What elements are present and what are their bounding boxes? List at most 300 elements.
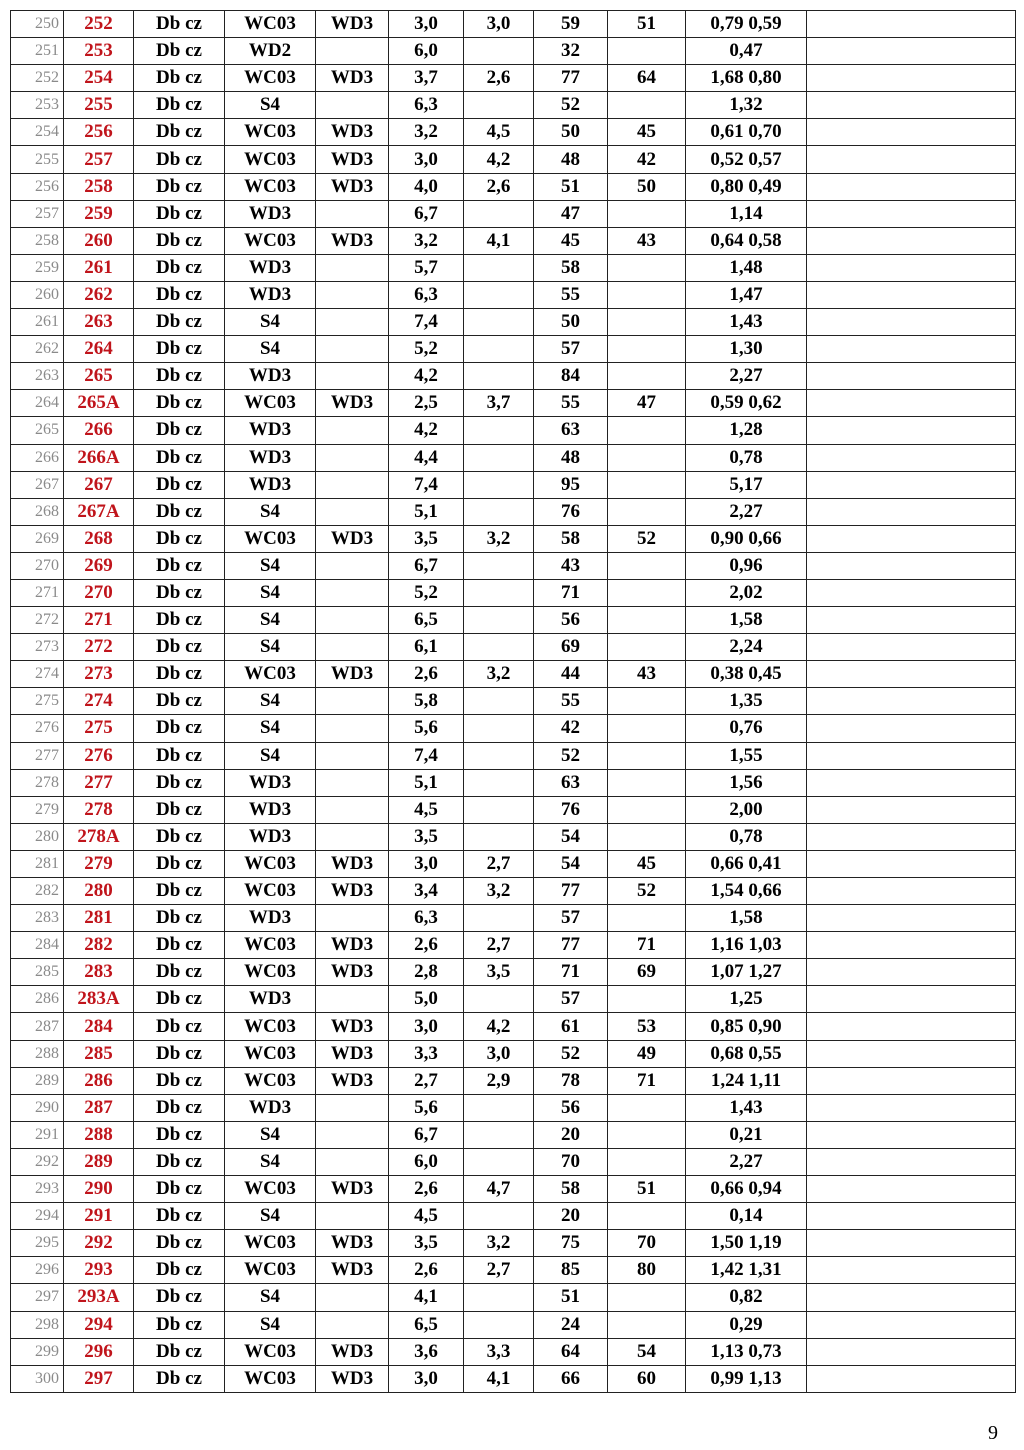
volume-cell: 1,13 0,73: [686, 1338, 807, 1365]
row-index-cell: 300: [11, 1365, 64, 1392]
code-secondary-cell: WD3: [316, 1176, 389, 1203]
volume-cell: 1,07 1,27: [686, 959, 807, 986]
value-c-cell: 55: [534, 390, 608, 417]
table-row: [11, 661, 1016, 688]
value-a-cell: 4,2: [389, 417, 464, 444]
value-c-cell: 20: [534, 1121, 608, 1148]
value-b-cell: [464, 1121, 534, 1148]
tree-number-cell: 270: [64, 579, 134, 606]
value-d-cell: [608, 200, 686, 227]
value-a-cell: 6,3: [389, 92, 464, 119]
table-row: [11, 525, 1016, 552]
species-cell: Db cz: [134, 1230, 225, 1257]
value-b-cell: [464, 254, 534, 281]
species-cell: Db cz: [134, 796, 225, 823]
value-b-cell: [464, 769, 534, 796]
table-row: [11, 1311, 1016, 1338]
species-cell: Db cz: [134, 1013, 225, 1040]
species-cell: Db cz: [134, 1284, 225, 1311]
species-cell: Db cz: [134, 552, 225, 579]
notes-cell: [807, 986, 1016, 1013]
row-index-cell: 279: [11, 796, 64, 823]
row-index-cell: 258: [11, 227, 64, 254]
table-row: [11, 1284, 1016, 1311]
code-primary-cell: WC03: [225, 1257, 316, 1284]
code-secondary-cell: [316, 634, 389, 661]
table-row: [11, 607, 1016, 634]
row-index-cell: 255: [11, 146, 64, 173]
row-index-cell: 299: [11, 1338, 64, 1365]
code-secondary-cell: [316, 363, 389, 390]
value-b-cell: 4,1: [464, 227, 534, 254]
species-cell: Db cz: [134, 905, 225, 932]
value-d-cell: 45: [608, 119, 686, 146]
species-cell: Db cz: [134, 200, 225, 227]
notes-cell: [807, 498, 1016, 525]
value-a-cell: 7,4: [389, 309, 464, 336]
row-index-cell: 263: [11, 363, 64, 390]
row-index-cell: 280: [11, 823, 64, 850]
code-primary-cell: WD3: [225, 281, 316, 308]
notes-cell: [807, 38, 1016, 65]
code-secondary-cell: WD3: [316, 1365, 389, 1392]
code-secondary-cell: WD3: [316, 173, 389, 200]
value-b-cell: [464, 552, 534, 579]
value-a-cell: 2,6: [389, 932, 464, 959]
code-primary-cell: WD3: [225, 769, 316, 796]
code-secondary-cell: [316, 200, 389, 227]
code-primary-cell: WC03: [225, 661, 316, 688]
species-cell: Db cz: [134, 227, 225, 254]
value-b-cell: [464, 92, 534, 119]
value-c-cell: 58: [534, 525, 608, 552]
species-cell: Db cz: [134, 1176, 225, 1203]
value-b-cell: [464, 281, 534, 308]
tree-number-cell: 268: [64, 525, 134, 552]
value-d-cell: 45: [608, 850, 686, 877]
value-d-cell: 53: [608, 1013, 686, 1040]
row-index-cell: 296: [11, 1257, 64, 1284]
table-row: [11, 146, 1016, 173]
tree-number-cell: 294: [64, 1311, 134, 1338]
species-cell: Db cz: [134, 715, 225, 742]
tree-number-cell: 280: [64, 878, 134, 905]
tree-number-cell: 288: [64, 1121, 134, 1148]
species-cell: Db cz: [134, 336, 225, 363]
notes-cell: [807, 932, 1016, 959]
notes-cell: [807, 1365, 1016, 1392]
value-d-cell: 42: [608, 146, 686, 173]
value-a-cell: 4,2: [389, 363, 464, 390]
code-primary-cell: S4: [225, 309, 316, 336]
value-b-cell: [464, 715, 534, 742]
row-index-cell: 286: [11, 986, 64, 1013]
value-d-cell: [608, 444, 686, 471]
notes-cell: [807, 1176, 1016, 1203]
code-primary-cell: WD3: [225, 823, 316, 850]
row-index-cell: 252: [11, 65, 64, 92]
value-d-cell: 43: [608, 227, 686, 254]
table-row: [11, 1338, 1016, 1365]
value-b-cell: [464, 417, 534, 444]
value-d-cell: [608, 1148, 686, 1175]
value-d-cell: [608, 1284, 686, 1311]
value-a-cell: 4,1: [389, 1284, 464, 1311]
notes-cell: [807, 417, 1016, 444]
code-primary-cell: WD3: [225, 200, 316, 227]
code-secondary-cell: [316, 309, 389, 336]
code-secondary-cell: WD3: [316, 850, 389, 877]
notes-cell: [807, 1203, 1016, 1230]
value-a-cell: 3,0: [389, 1365, 464, 1392]
table-row: [11, 1257, 1016, 1284]
value-b-cell: 3,0: [464, 11, 534, 38]
code-primary-cell: S4: [225, 1121, 316, 1148]
value-d-cell: [608, 1203, 686, 1230]
code-secondary-cell: [316, 1121, 389, 1148]
value-c-cell: 43: [534, 552, 608, 579]
code-primary-cell: WC03: [225, 525, 316, 552]
row-index-cell: 275: [11, 688, 64, 715]
code-secondary-cell: [316, 1094, 389, 1121]
code-secondary-cell: [316, 1311, 389, 1338]
notes-cell: [807, 634, 1016, 661]
code-secondary-cell: WD3: [316, 525, 389, 552]
value-c-cell: 63: [534, 417, 608, 444]
code-primary-cell: WC03: [225, 1067, 316, 1094]
value-c-cell: 57: [534, 336, 608, 363]
species-cell: Db cz: [134, 607, 225, 634]
value-d-cell: 69: [608, 959, 686, 986]
code-secondary-cell: [316, 823, 389, 850]
volume-cell: 0,76: [686, 715, 807, 742]
table-row: [11, 1365, 1016, 1392]
species-cell: Db cz: [134, 986, 225, 1013]
value-b-cell: [464, 1203, 534, 1230]
row-index-cell: 289: [11, 1067, 64, 1094]
value-c-cell: 55: [534, 688, 608, 715]
volume-cell: 1,47: [686, 281, 807, 308]
species-cell: Db cz: [134, 1040, 225, 1067]
value-c-cell: 76: [534, 796, 608, 823]
value-d-cell: [608, 309, 686, 336]
tree-number-cell: 293: [64, 1257, 134, 1284]
species-cell: Db cz: [134, 1203, 225, 1230]
value-c-cell: 50: [534, 119, 608, 146]
code-secondary-cell: [316, 796, 389, 823]
table-row: [11, 336, 1016, 363]
row-index-cell: 272: [11, 607, 64, 634]
code-secondary-cell: [316, 498, 389, 525]
code-primary-cell: WC03: [225, 227, 316, 254]
volume-cell: 0,78: [686, 823, 807, 850]
code-primary-cell: S4: [225, 742, 316, 769]
table-row: [11, 1094, 1016, 1121]
value-a-cell: 3,0: [389, 11, 464, 38]
volume-cell: 1,55: [686, 742, 807, 769]
value-c-cell: 64: [534, 1338, 608, 1365]
value-b-cell: 2,6: [464, 173, 534, 200]
value-c-cell: 20: [534, 1203, 608, 1230]
volume-cell: 0,52 0,57: [686, 146, 807, 173]
notes-cell: [807, 363, 1016, 390]
value-a-cell: 3,5: [389, 823, 464, 850]
code-primary-cell: S4: [225, 552, 316, 579]
notes-cell: [807, 390, 1016, 417]
notes-cell: [807, 661, 1016, 688]
value-b-cell: 3,0: [464, 1040, 534, 1067]
value-c-cell: 63: [534, 769, 608, 796]
value-d-cell: [608, 254, 686, 281]
row-index-cell: 281: [11, 850, 64, 877]
value-d-cell: [608, 92, 686, 119]
species-cell: Db cz: [134, 878, 225, 905]
species-cell: Db cz: [134, 1121, 225, 1148]
value-c-cell: 71: [534, 959, 608, 986]
value-c-cell: 55: [534, 281, 608, 308]
species-cell: Db cz: [134, 65, 225, 92]
row-index-cell: 257: [11, 200, 64, 227]
table-row: [11, 986, 1016, 1013]
notes-cell: [807, 1040, 1016, 1067]
code-primary-cell: WC03: [225, 173, 316, 200]
row-index-cell: 254: [11, 119, 64, 146]
value-c-cell: 77: [534, 878, 608, 905]
code-secondary-cell: WD3: [316, 11, 389, 38]
code-secondary-cell: [316, 552, 389, 579]
value-d-cell: [608, 634, 686, 661]
row-index-cell: 293: [11, 1176, 64, 1203]
tree-number-cell: 266: [64, 417, 134, 444]
value-c-cell: 56: [534, 1094, 608, 1121]
code-secondary-cell: [316, 254, 389, 281]
code-primary-cell: S4: [225, 1148, 316, 1175]
value-d-cell: 54: [608, 1338, 686, 1365]
value-b-cell: [464, 607, 534, 634]
code-secondary-cell: [316, 905, 389, 932]
value-b-cell: 2,7: [464, 932, 534, 959]
code-secondary-cell: [316, 742, 389, 769]
species-cell: Db cz: [134, 850, 225, 877]
volume-cell: 1,58: [686, 905, 807, 932]
tree-number-cell: 275: [64, 715, 134, 742]
value-a-cell: 5,7: [389, 254, 464, 281]
value-d-cell: [608, 38, 686, 65]
notes-cell: [807, 1284, 1016, 1311]
value-c-cell: 75: [534, 1230, 608, 1257]
tree-number-cell: 264: [64, 336, 134, 363]
volume-cell: 1,28: [686, 417, 807, 444]
volume-cell: 0,79 0,59: [686, 11, 807, 38]
row-index-cell: 260: [11, 281, 64, 308]
species-cell: Db cz: [134, 444, 225, 471]
tree-number-cell: 265A: [64, 390, 134, 417]
table-row: [11, 1121, 1016, 1148]
row-index-cell: 297: [11, 1284, 64, 1311]
volume-cell: 1,30: [686, 336, 807, 363]
value-b-cell: [464, 688, 534, 715]
notes-cell: [807, 688, 1016, 715]
species-cell: Db cz: [134, 579, 225, 606]
value-d-cell: 47: [608, 390, 686, 417]
value-c-cell: 57: [534, 986, 608, 1013]
code-secondary-cell: WD3: [316, 227, 389, 254]
value-b-cell: [464, 444, 534, 471]
value-a-cell: 3,0: [389, 1013, 464, 1040]
volume-cell: 0,68 0,55: [686, 1040, 807, 1067]
notes-cell: [807, 1067, 1016, 1094]
row-index-cell: 261: [11, 309, 64, 336]
tree-number-cell: 282: [64, 932, 134, 959]
value-c-cell: 45: [534, 227, 608, 254]
table-row: [11, 471, 1016, 498]
code-primary-cell: WC03: [225, 1176, 316, 1203]
value-a-cell: 2,8: [389, 959, 464, 986]
code-secondary-cell: [316, 1203, 389, 1230]
tree-number-cell: 269: [64, 552, 134, 579]
code-secondary-cell: WD3: [316, 661, 389, 688]
notes-cell: [807, 11, 1016, 38]
code-primary-cell: WC03: [225, 146, 316, 173]
tree-number-cell: 276: [64, 742, 134, 769]
row-index-cell: 298: [11, 1311, 64, 1338]
code-secondary-cell: WD3: [316, 390, 389, 417]
code-primary-cell: WC03: [225, 850, 316, 877]
volume-cell: 0,14: [686, 1203, 807, 1230]
row-index-cell: 262: [11, 336, 64, 363]
tree-number-cell: 257: [64, 146, 134, 173]
notes-cell: [807, 146, 1016, 173]
notes-cell: [807, 92, 1016, 119]
value-a-cell: 3,7: [389, 65, 464, 92]
value-a-cell: 6,7: [389, 200, 464, 227]
volume-cell: 0,38 0,45: [686, 661, 807, 688]
tree-number-cell: 277: [64, 769, 134, 796]
code-primary-cell: WD3: [225, 986, 316, 1013]
value-b-cell: 3,5: [464, 959, 534, 986]
notes-cell: [807, 200, 1016, 227]
value-c-cell: 66: [534, 1365, 608, 1392]
code-primary-cell: WD3: [225, 417, 316, 444]
value-c-cell: 52: [534, 1040, 608, 1067]
notes-cell: [807, 715, 1016, 742]
volume-cell: 1,48: [686, 254, 807, 281]
row-index-cell: 269: [11, 525, 64, 552]
value-b-cell: 3,2: [464, 1230, 534, 1257]
notes-cell: [807, 1013, 1016, 1040]
table-row: [11, 688, 1016, 715]
volume-cell: 0,47: [686, 38, 807, 65]
row-index-cell: 282: [11, 878, 64, 905]
value-d-cell: [608, 336, 686, 363]
volume-cell: 1,50 1,19: [686, 1230, 807, 1257]
value-c-cell: 69: [534, 634, 608, 661]
row-index-cell: 284: [11, 932, 64, 959]
code-primary-cell: S4: [225, 1284, 316, 1311]
notes-cell: [807, 796, 1016, 823]
code-secondary-cell: WD3: [316, 119, 389, 146]
row-index-cell: 256: [11, 173, 64, 200]
species-cell: Db cz: [134, 498, 225, 525]
value-d-cell: 51: [608, 1176, 686, 1203]
volume-cell: 1,43: [686, 309, 807, 336]
volume-cell: 0,66 0,94: [686, 1176, 807, 1203]
code-secondary-cell: [316, 1148, 389, 1175]
volume-cell: 2,00: [686, 796, 807, 823]
row-index-cell: 266: [11, 444, 64, 471]
notes-cell: [807, 1311, 1016, 1338]
species-cell: Db cz: [134, 1257, 225, 1284]
table-row: [11, 796, 1016, 823]
value-d-cell: 71: [608, 1067, 686, 1094]
value-b-cell: 2,6: [464, 65, 534, 92]
notes-cell: [807, 742, 1016, 769]
value-b-cell: [464, 471, 534, 498]
value-a-cell: 7,4: [389, 471, 464, 498]
tree-number-cell: 278: [64, 796, 134, 823]
tree-number-cell: 260: [64, 227, 134, 254]
tree-number-cell: 256: [64, 119, 134, 146]
table-row: [11, 1176, 1016, 1203]
table-row: [11, 1067, 1016, 1094]
value-c-cell: 48: [534, 444, 608, 471]
value-a-cell: 3,0: [389, 850, 464, 877]
code-primary-cell: WC03: [225, 1230, 316, 1257]
species-cell: Db cz: [134, 742, 225, 769]
value-a-cell: 3,3: [389, 1040, 464, 1067]
species-cell: Db cz: [134, 1338, 225, 1365]
table-row: [11, 119, 1016, 146]
value-b-cell: [464, 498, 534, 525]
code-primary-cell: WC03: [225, 65, 316, 92]
tree-number-cell: 263: [64, 309, 134, 336]
notes-cell: [807, 823, 1016, 850]
code-secondary-cell: [316, 417, 389, 444]
code-secondary-cell: WD3: [316, 1067, 389, 1094]
value-c-cell: 42: [534, 715, 608, 742]
species-cell: Db cz: [134, 173, 225, 200]
volume-cell: 1,24 1,11: [686, 1067, 807, 1094]
row-index-cell: 288: [11, 1040, 64, 1067]
row-index-cell: 268: [11, 498, 64, 525]
notes-cell: [807, 65, 1016, 92]
table-row: [11, 281, 1016, 308]
row-index-cell: 277: [11, 742, 64, 769]
notes-cell: [807, 444, 1016, 471]
tree-number-cell: 255: [64, 92, 134, 119]
volume-cell: 1,42 1,31: [686, 1257, 807, 1284]
value-b-cell: [464, 1148, 534, 1175]
row-index-cell: 287: [11, 1013, 64, 1040]
value-a-cell: 5,2: [389, 579, 464, 606]
value-a-cell: 6,7: [389, 1121, 464, 1148]
code-secondary-cell: [316, 281, 389, 308]
notes-cell: [807, 1230, 1016, 1257]
value-a-cell: 5,8: [389, 688, 464, 715]
tree-number-cell: 266A: [64, 444, 134, 471]
code-secondary-cell: WD3: [316, 146, 389, 173]
value-d-cell: 71: [608, 932, 686, 959]
code-primary-cell: WC03: [225, 119, 316, 146]
species-cell: Db cz: [134, 146, 225, 173]
value-b-cell: 2,7: [464, 1257, 534, 1284]
value-d-cell: 70: [608, 1230, 686, 1257]
value-a-cell: 3,5: [389, 525, 464, 552]
volume-cell: 1,16 1,03: [686, 932, 807, 959]
table-row: [11, 1013, 1016, 1040]
value-c-cell: 84: [534, 363, 608, 390]
value-b-cell: 3,2: [464, 878, 534, 905]
